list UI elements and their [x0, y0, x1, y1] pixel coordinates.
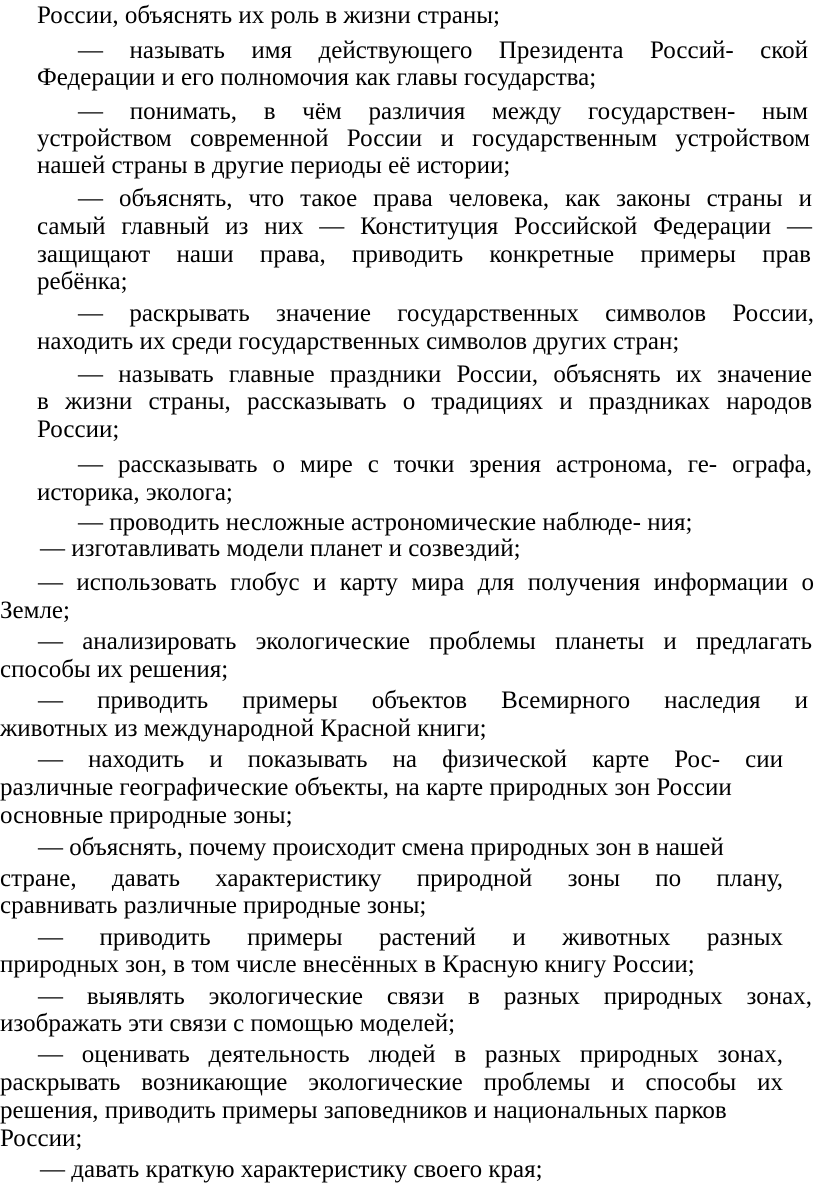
text-line: — приводить примеры растений и животных разных [38, 924, 783, 951]
text-line: способы их решения; [0, 656, 229, 683]
text-line: России; [0, 1125, 83, 1152]
text-line: — называть главные праздники России, объяснять их значение [78, 361, 812, 388]
text-line: Федерации и его полномочия как главы государства; [37, 64, 597, 91]
text-line: защищают наши права, приводить конкретные примеры прав [37, 241, 811, 268]
text-line: животных из международной Красной книги; [0, 715, 487, 742]
text-line: природных зон, в том числе внесённых в Красную книгу России; [0, 951, 695, 978]
text-line: находить их среди государственных символов других стран; [37, 328, 680, 355]
text-line: — анализировать экологические проблемы планеты и предлагать [38, 628, 812, 655]
text-line: в жизни страны, рассказывать о традициях и праздниках народов [37, 388, 812, 415]
text-line: ребёнка; [37, 268, 128, 295]
text-line: основные природные зоны; [0, 802, 293, 829]
text-line: — рассказывать о мире с точки зрения астронома, ге- ографа, [78, 451, 812, 478]
text-line: решения, приводить примеры заповедников и национальных парков [0, 1097, 727, 1124]
text-line: раскрывать возникающие экологические проблемы и способы их [0, 1069, 783, 1096]
text-line: самый главный из них — Конституция Российской Федерации — [37, 213, 812, 240]
text-line: — объяснять, почему происходит смена природных зон в нашей [38, 834, 724, 861]
text-line: изображать эти связи с помощью моделей; [0, 1010, 456, 1037]
text-line: — давать краткую характеристику своего края; [40, 1156, 543, 1183]
text-line: — раскрывать значение государственных символов России, [78, 300, 814, 327]
text-line: — приводить примеры объектов Всемирного наследия и [38, 687, 808, 714]
text-line: — оценивать деятельность людей в разных природных зонах, [38, 1041, 783, 1068]
text-line: России; [37, 416, 120, 443]
text-line: Земле; [0, 597, 70, 624]
text-line: — выявлять экологические связи в разных природных зонах, [38, 983, 812, 1010]
text-line: — понимать, в чём различия между государствен- ным [78, 98, 808, 125]
text-line: — называть имя действующего Президента Россий- ской [78, 37, 808, 64]
text-line: нашей страны в другие периоды её истории; [37, 152, 511, 179]
text-line: — проводить несложные астрономические наблюде- ния; [78, 509, 693, 536]
text-line: — находить и показывать на физической карте Рос- сии [38, 746, 783, 773]
text-line: устройством современной России и государственным устройством [37, 125, 810, 152]
text-line: сравнивать различные природные зоны; [0, 892, 427, 919]
text-line: — объяснять, что такое права человека, как законы страны и [78, 185, 812, 212]
text-line: историка, эколога; [37, 479, 233, 506]
text-line: — использовать глобус и карту мира для получения информации о [38, 569, 814, 596]
text-line: России, объяснять их роль в жизни страны; [37, 2, 500, 29]
text-line: различные географические объекты, на карте природных зон России [0, 774, 732, 801]
text-line: — изготавливать модели планет и созвездий; [40, 535, 521, 562]
text-line: стране, давать характеристику природной зоны по плану, [0, 865, 783, 892]
